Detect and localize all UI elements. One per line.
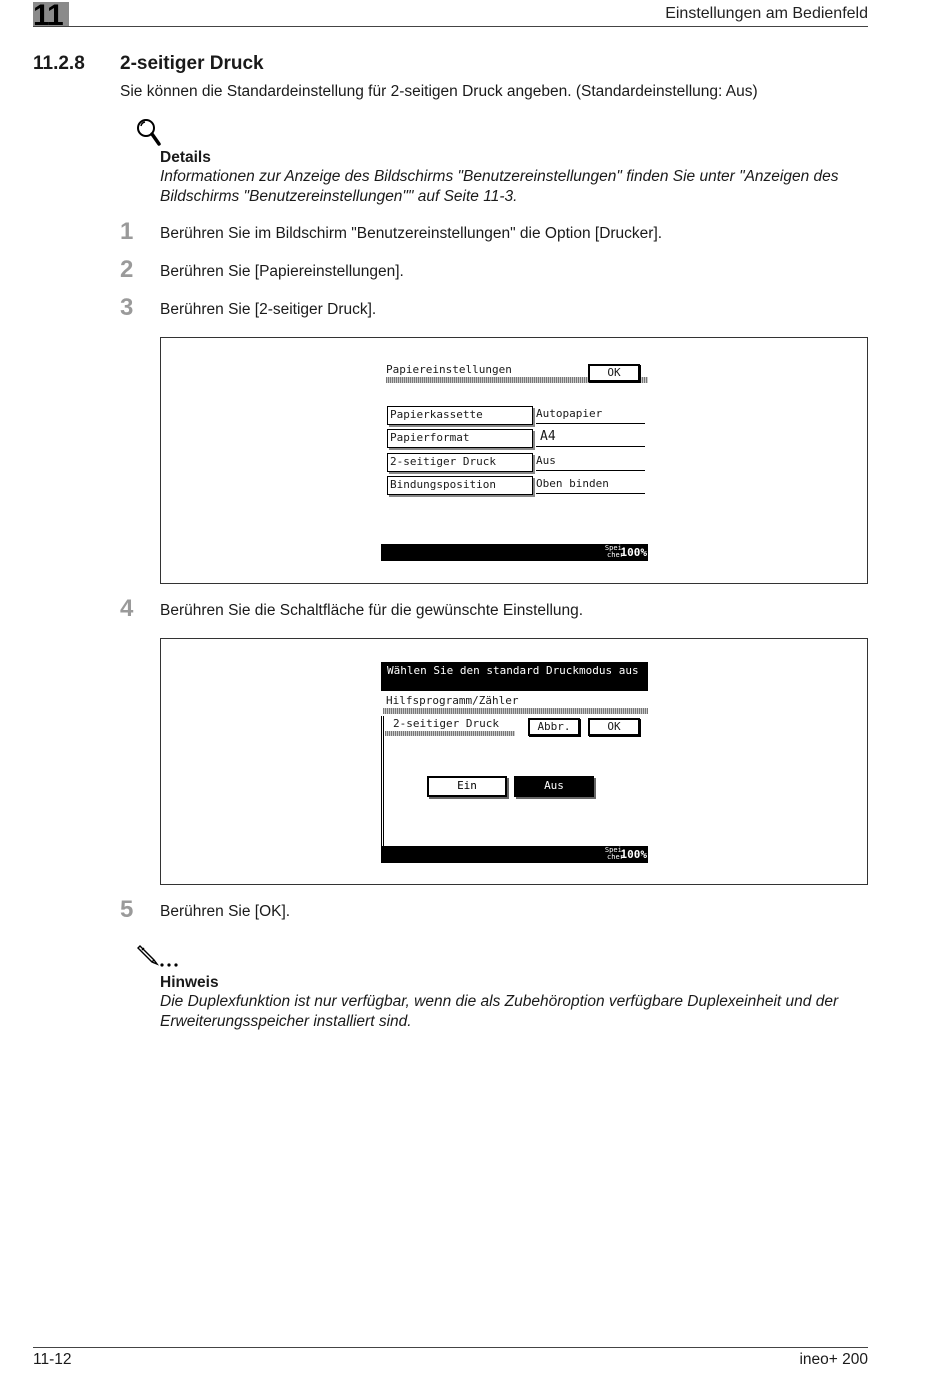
page-number: 11-12 — [33, 1351, 72, 1368]
footer-divider — [33, 1347, 868, 1348]
subtitle-underline — [383, 708, 648, 714]
binding-position-button[interactable]: Bindungsposition — [387, 476, 533, 495]
pencil-icon — [136, 943, 184, 969]
status-bar — [381, 544, 648, 561]
section-title: 2-seitiger Druck — [120, 53, 264, 74]
hint-text: Die Duplexfunktion ist nur verfügbar, wenn die als Zubehöroption verfügbare Duplexeinheit und der Erweiterungsspeicher installiert sind. — [160, 993, 839, 1030]
status-bar — [381, 846, 648, 863]
cancel-button[interactable]: Abbr. — [528, 718, 580, 736]
step-text: Berühren Sie [OK]. — [160, 903, 291, 920]
screen-subtitle: Hilfsprogramm/Zähler — [386, 694, 519, 707]
ok-button[interactable]: OK — [588, 718, 640, 736]
step-text: Berühren Sie die Schaltfläche für die gewünschte Einstellung. — [160, 602, 584, 619]
step-text: Berühren Sie im Bildschirm "Benutzereinstellungen" die Option [Drucker]. — [160, 225, 663, 242]
paper-tray-value: Autopapier — [536, 406, 645, 424]
details-text: Informationen zur Anzeige des Bildschirms "Benutzereinstellungen" finden Sie unter "Anzeigen des Bildschirms "Benutzereinstellungen"" auf Seite 11-3. — [160, 168, 839, 205]
duplex-value: Aus — [536, 453, 645, 471]
section-number: 11.2.8 — [33, 53, 85, 74]
option-off-button[interactable]: Aus — [514, 776, 594, 797]
magnifier-icon — [136, 118, 162, 148]
screenshot-duplex-selection — [160, 638, 868, 885]
step-number: 5 — [120, 896, 134, 923]
duplex-button[interactable]: 2-seitiger Druck — [387, 453, 533, 472]
chapter-number: 11 — [33, 0, 63, 32]
binding-position-value: Oben binden — [536, 476, 645, 494]
paper-tray-button[interactable]: Papierkassette — [387, 406, 533, 425]
paper-size-value: A4 — [536, 429, 645, 447]
screenshot-paper-settings — [160, 337, 868, 584]
ok-button[interactable]: OK — [588, 364, 640, 382]
step-text: Berühren Sie [2-seitiger Druck]. — [160, 301, 377, 318]
paper-size-button[interactable]: Papierformat — [387, 429, 533, 448]
step-number: 2 — [120, 256, 134, 283]
screen-header: Wählen Sie den standard Druckmodus aus — [381, 662, 648, 691]
option-on-button[interactable]: Ein — [427, 776, 507, 797]
memory-value: 100% — [620, 848, 647, 861]
section-intro: Sie können die Standardeinstellung für 2-seitigen Druck angeben. (Standardeinstellung: Aus) — [120, 83, 758, 100]
hint-heading: Hinweis — [160, 974, 219, 991]
memory-label: Spei- cher — [604, 544, 626, 559]
running-header: Einstellungen am Bedienfeld — [665, 5, 868, 22]
step-number: 1 — [120, 218, 134, 245]
screen-title: Papiereinstellungen — [386, 363, 512, 376]
step-number: 4 — [120, 595, 134, 622]
memory-label: Spei- cher — [604, 846, 626, 861]
header-divider — [33, 26, 868, 27]
details-heading: Details — [160, 149, 211, 166]
step-text: Berühren Sie [Papiereinstellungen]. — [160, 263, 404, 280]
dialog-tab: 2-seitiger Druck — [393, 717, 499, 730]
tab-underline — [385, 731, 515, 736]
memory-value: 100% — [620, 546, 647, 559]
product-name: ineo+ 200 — [799, 1351, 868, 1368]
step-number: 3 — [120, 294, 134, 321]
